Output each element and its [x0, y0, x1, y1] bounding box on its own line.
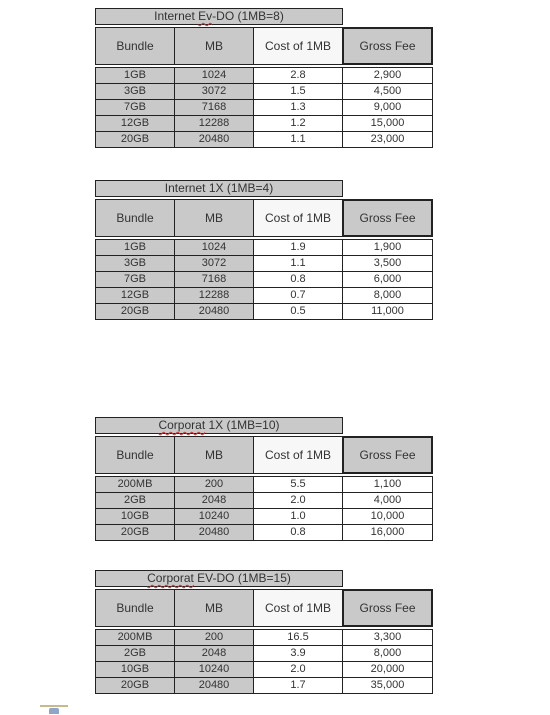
table-cell: 2GB — [95, 492, 175, 509]
table-cell: 4,000 — [342, 492, 433, 509]
table-cell: 35,000 — [342, 677, 433, 694]
table-cell: 1GB — [95, 67, 175, 84]
table-row — [95, 629, 432, 645]
table-cell: 200MB — [95, 629, 175, 646]
table-row — [95, 508, 432, 524]
table-row — [95, 255, 432, 271]
table-header-row — [95, 199, 432, 237]
table-cell: 1.0 — [253, 508, 343, 525]
table-row — [95, 271, 432, 287]
table-cell: 7GB — [95, 271, 175, 288]
column-header: Bundle — [95, 436, 175, 474]
table-cell: 5.5 — [253, 476, 343, 493]
table-cell: 0.8 — [253, 271, 343, 288]
table-row — [95, 677, 432, 693]
table-cell: 20GB — [95, 131, 175, 148]
table-cell: 10,000 — [342, 508, 433, 525]
table-cell: 8,000 — [342, 287, 433, 304]
table-cell: 15,000 — [342, 115, 433, 132]
table-cell: 16.5 — [253, 629, 343, 646]
column-header: MB — [174, 589, 254, 627]
table-body — [95, 629, 432, 693]
table-title-misspelled-word: Corporat — [147, 571, 194, 585]
table-cell: 0.8 — [253, 524, 343, 541]
table-cell: 2,900 — [342, 67, 433, 84]
table-cell: 12GB — [95, 287, 175, 304]
table-cell: 7GB — [95, 99, 175, 116]
table-cell: 7168 — [174, 99, 254, 116]
table-row — [95, 303, 432, 319]
table-row — [95, 99, 432, 115]
table-cell: 12GB — [95, 115, 175, 132]
table-cell: 2.0 — [253, 661, 343, 678]
table-cell: 1.3 — [253, 99, 343, 116]
table-cell: 1,100 — [342, 476, 433, 493]
table-cell: 2048 — [174, 492, 254, 509]
table-cell: 2.8 — [253, 67, 343, 84]
table-header-row — [95, 589, 432, 627]
table-cell: 0.5 — [253, 303, 343, 320]
table-cell: 12288 — [174, 115, 254, 132]
table-cell: 3072 — [174, 83, 254, 100]
table-row — [95, 239, 432, 255]
table-row — [95, 645, 432, 661]
table-cell: 2.0 — [253, 492, 343, 509]
table-cell: 2048 — [174, 645, 254, 662]
table-title-misspelled-word: Ev — [198, 9, 213, 23]
table-cell: 10240 — [174, 508, 254, 525]
table-row — [95, 524, 432, 540]
table-cell: 1.9 — [253, 239, 343, 256]
table-title — [95, 180, 343, 197]
table-cell: 6,000 — [342, 271, 433, 288]
table-cell: 1024 — [174, 239, 254, 256]
column-header: Cost of 1MB — [253, 589, 343, 627]
table-title-prefix: Internet 1X (1MB=4) — [164, 181, 274, 195]
column-header: MB — [174, 199, 254, 237]
table-cell: 3,300 — [342, 629, 433, 646]
table-body — [95, 476, 432, 540]
table-body — [95, 67, 432, 147]
table-cell: 1.2 — [253, 115, 343, 132]
table-row — [95, 661, 432, 677]
column-header: Cost of 1MB — [253, 436, 343, 474]
table-header-row — [95, 436, 432, 474]
table-row — [95, 115, 432, 131]
table-cell: 10240 — [174, 661, 254, 678]
table-row — [95, 492, 432, 508]
table-cell: 20480 — [174, 303, 254, 320]
footer-thumbnail-icon — [40, 705, 68, 715]
table-row — [95, 476, 432, 492]
table-cell: 1GB — [95, 239, 175, 256]
column-header: Bundle — [95, 27, 175, 65]
table-cell: 20GB — [95, 677, 175, 694]
table-cell: 3GB — [95, 255, 175, 272]
table-cell: 1.7 — [253, 677, 343, 694]
table-cell: 11,000 — [342, 303, 433, 320]
table-title-misspelled-word: Corporat — [158, 418, 206, 432]
column-header: MB — [174, 27, 254, 65]
table-cell: 4,500 — [342, 83, 433, 100]
table-cell: 10GB — [95, 508, 175, 525]
table-title — [95, 8, 343, 25]
column-header: Bundle — [95, 199, 175, 237]
table-cell: 0.7 — [253, 287, 343, 304]
table-title — [95, 417, 343, 434]
column-header: Bundle — [95, 589, 175, 627]
table-title-suffix: 1X (1MB=10) — [205, 418, 280, 432]
table-cell: 16,000 — [342, 524, 433, 541]
column-header: Cost of 1MB — [253, 199, 343, 237]
table-cell: 23,000 — [342, 131, 433, 148]
table-cell: 3,500 — [342, 255, 433, 272]
table-cell: 1.5 — [253, 83, 343, 100]
table-title-suffix: EV-DO (1MB=15) — [193, 571, 291, 585]
table-cell: 8,000 — [342, 645, 433, 662]
table-cell: 20GB — [95, 524, 175, 541]
table-cell: 20480 — [174, 524, 254, 541]
column-header: Gross Fee — [342, 199, 433, 237]
table-cell: 12288 — [174, 287, 254, 304]
table-cell: 3.9 — [253, 645, 343, 662]
table-title-suffix: -DO (1MB=8) — [212, 9, 284, 23]
table-cell: 20480 — [174, 131, 254, 148]
table-cell: 20,000 — [342, 661, 433, 678]
table-body — [95, 239, 432, 319]
table-row — [95, 83, 432, 99]
table-cell: 20480 — [174, 677, 254, 694]
column-header: Gross Fee — [342, 589, 433, 627]
table-cell: 20GB — [95, 303, 175, 320]
table-cell: 200 — [174, 629, 254, 646]
table-cell: 7168 — [174, 271, 254, 288]
table-row — [95, 287, 432, 303]
table-cell: 3GB — [95, 83, 175, 100]
table-row — [95, 131, 432, 147]
table-cell: 1.1 — [253, 255, 343, 272]
table-title-prefix: Internet — [154, 9, 199, 23]
column-header: Gross Fee — [342, 436, 433, 474]
table-header-row — [95, 27, 432, 65]
table-cell: 200 — [174, 476, 254, 493]
table-cell: 3072 — [174, 255, 254, 272]
table-title — [95, 570, 343, 587]
table-cell: 200MB — [95, 476, 175, 493]
table-row — [95, 67, 432, 83]
table-cell: 9,000 — [342, 99, 433, 116]
column-header: Cost of 1MB — [253, 27, 343, 65]
table-cell: 10GB — [95, 661, 175, 678]
column-header: Gross Fee — [342, 27, 433, 65]
column-header: MB — [174, 436, 254, 474]
table-cell: 1,900 — [342, 239, 433, 256]
table-cell: 1.1 — [253, 131, 343, 148]
table-cell: 2GB — [95, 645, 175, 662]
table-cell: 1024 — [174, 67, 254, 84]
